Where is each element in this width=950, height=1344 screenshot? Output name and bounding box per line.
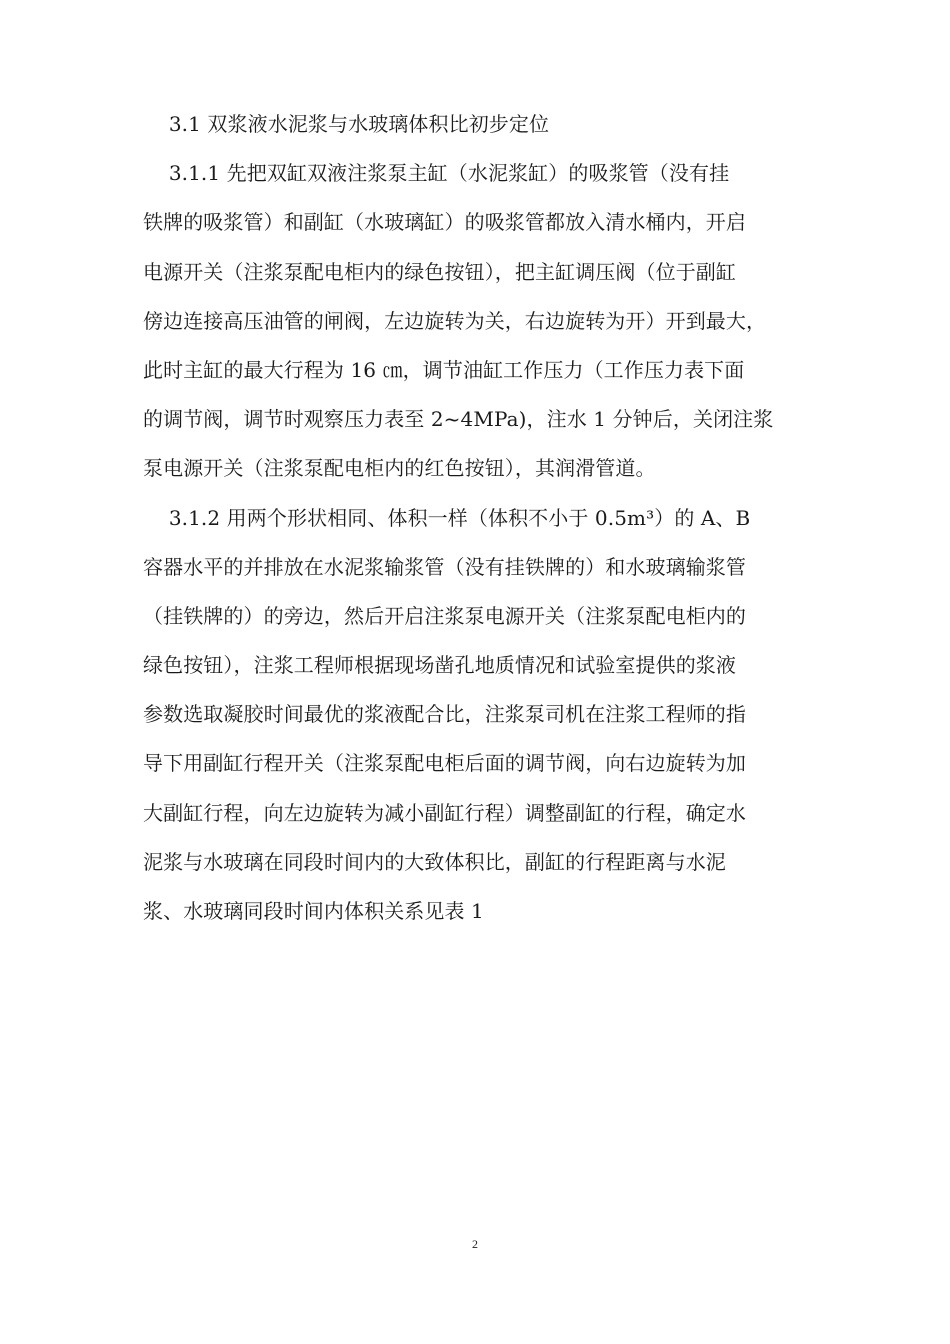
paragraph-line: 绿色按钮），注浆工程师根据现场凿孔地质情况和试验室提供的浆液: [143, 653, 736, 678]
paragraph-line: 傍边连接高压油管的闸阀，左边旋转为关，右边旋转为开）开到最大，: [143, 308, 767, 333]
paragraph-3-1-2: [143, 494, 823, 937]
paragraph-line: 此时主缸的最大行程为 16 ㎝，调节油缸工作压力（工作压力表下面: [143, 357, 745, 382]
document-body: [143, 100, 823, 936]
paragraph-3-1-1: [143, 149, 823, 493]
paragraph-line: 电源开关（注浆泵配电柜内的绿色按钮），把主缸调压阀（位于副缸: [143, 259, 736, 284]
paragraph-line: 浆、水玻璃同段时间内体积关系见表 1: [143, 899, 484, 923]
paragraph-line: 3.1.2 用两个形状相同、体积一样（体积不小于 0.5m³）的 A、B: [143, 505, 751, 530]
paragraph-line: （挂铁牌的）的旁边，然后开启注浆泵电源开关（注浆泵配电柜内的: [143, 603, 746, 628]
page-number: 2: [472, 1237, 478, 1251]
paragraph-line: 泵电源开关（注浆泵配电柜内的红色按钮），其润滑管道。: [143, 456, 656, 481]
paragraph-line: 泥浆与水玻璃在同段时间内的大致体积比，副缸的行程距离与水泥: [143, 849, 726, 874]
paragraph-line: 3.1.1 先把双缸双液注浆泵主缸（水泥浆缸）的吸浆管（没有挂: [143, 161, 730, 186]
paragraph-line: 的调节阀，调节时观察压力表至 2~4MPa)，注水 1 分钟后，关闭注浆: [143, 407, 774, 432]
paragraph-line: 导下用副缸行程开关（注浆泵配电柜后面的调节阀，向右边旋转为加: [143, 751, 746, 776]
section-heading: 3.1 双浆液水泥浆与水玻璃体积比初步定位: [143, 112, 550, 136]
paragraph-line: 参数选取凝胶时间最优的浆液配合比，注浆泵司机在注浆工程师的指: [143, 702, 746, 727]
paragraph-line: 大副缸行程，向左边旋转为减小副缸行程）调整副缸的行程，确定水: [143, 800, 746, 825]
paragraph-line: 铁牌的吸浆管）和副缸（水玻璃缸）的吸浆管都放入清水桶内，开启: [143, 210, 746, 235]
paragraph-line: 容器水平的并排放在水泥浆输浆管（没有挂铁牌的）和水玻璃输浆管: [143, 554, 746, 579]
